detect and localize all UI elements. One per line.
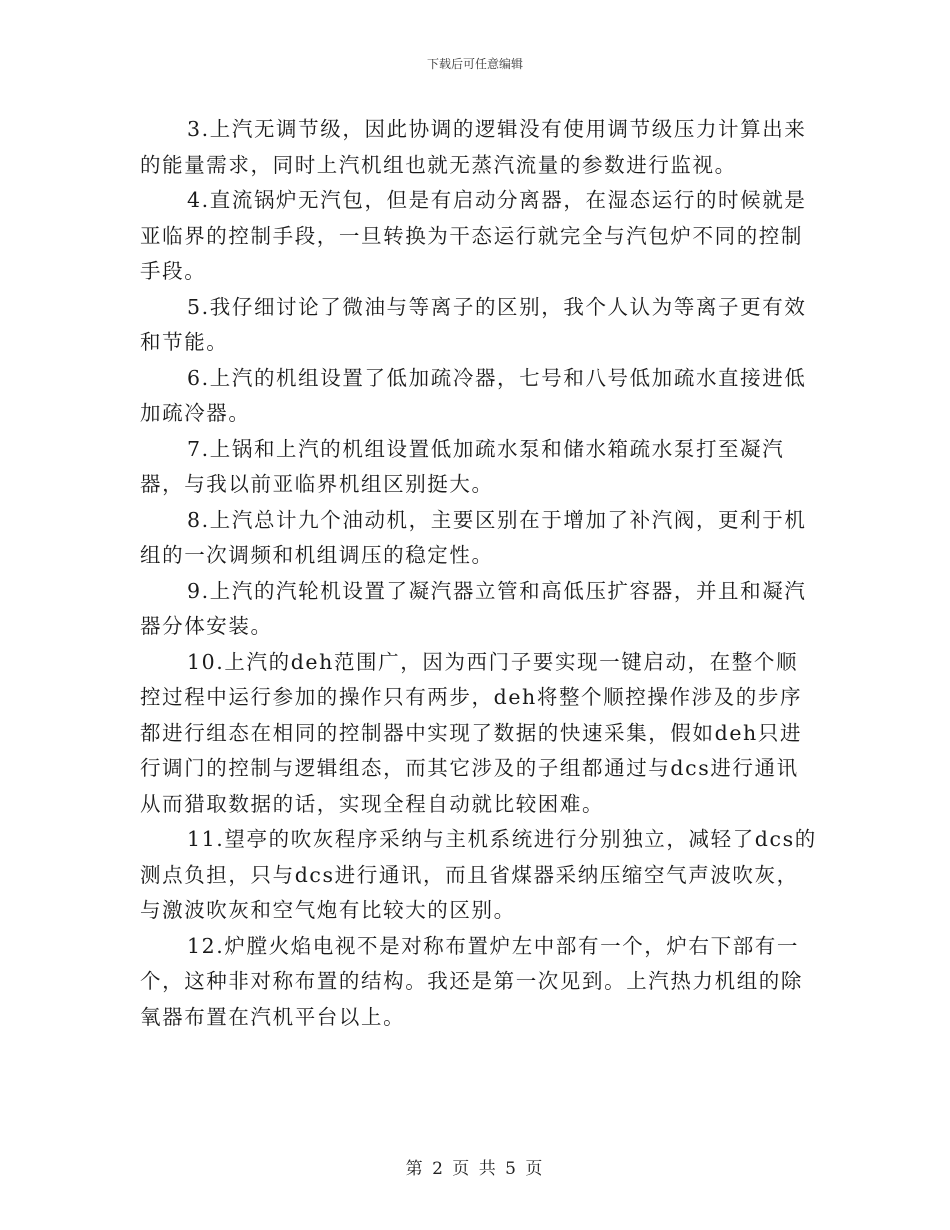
page-number-footer: 第 2 页 共 5 页 bbox=[405, 1159, 545, 1179]
paragraph-8: 8.上汽总计九个油动机，主要区别在于增加了补汽阀，更利于机组的一次调频和机组调压的稳定性。 bbox=[140, 507, 807, 567]
paragraph-7: 7.上锅和上汽的机组设置低加疏水泵和储水箱疏水泵打至凝汽器，与我以前亚临界机组区别挺大。 bbox=[140, 436, 785, 496]
page-header: 下载后可任意编辑 bbox=[426, 57, 523, 71]
paragraph-11: 11.望亭的吹灰程序采纳与主机系统进行分别独立，减轻了dcs的测点负担，只与dcs进行通讯，而且省煤器采纳压缩空气声波吹灰，与激波吹灰和空气炮有比较大的区别。 bbox=[140, 827, 817, 922]
paragraph-10: 10.上汽的deh范围广，因为西门子要实现一键启动，在整个顺控过程中运行参加的操作只有两步，deh将整个顺控操作涉及的步序都进行组态在相同的控制器中实现了数据的快速采集，假如deh只进行调门的控制与逻辑组态，而其它涉及的子组都通过与dcs进行通讯从而猎取数据的话，实现全程自动就比较困难。 bbox=[140, 649, 803, 816]
document-body bbox=[140, 112, 820, 1035]
paragraph-9: 9.上汽的汽轮机设置了凝汽器立管和高低压扩容器，并且和凝汽器分体安装。 bbox=[140, 578, 807, 638]
paragraph-3: 3.上汽无调节级，因此协调的逻辑没有使用调节级压力计算出来的能量需求，同时上汽机组也就无蒸汽流量的参数进行监视。 bbox=[140, 117, 807, 177]
paragraph-5: 5.我仔细讨论了微油与等离子的区别，我个人认为等离子更有效和节能。 bbox=[140, 294, 807, 354]
paragraph-12: 12.炉膛火焰电视不是对称布置炉左中部有一个，炉右下部有一个，这种非对称布置的结构。我还是第一次见到。上汽热力机组的除氧器布置在汽机平台以上。 bbox=[140, 933, 803, 1029]
paragraph-4: 4.直流锅炉无汽包，但是有启动分离器，在湿态运行的时候就是亚临界的控制手段，一旦转换为干态运行就完全与汽包炉不同的控制手段。 bbox=[140, 188, 807, 283]
paragraph-6: 6.上汽的机组设置了低加疏冷器，七号和八号低加疏水直接进低加疏冷器。 bbox=[140, 365, 807, 425]
